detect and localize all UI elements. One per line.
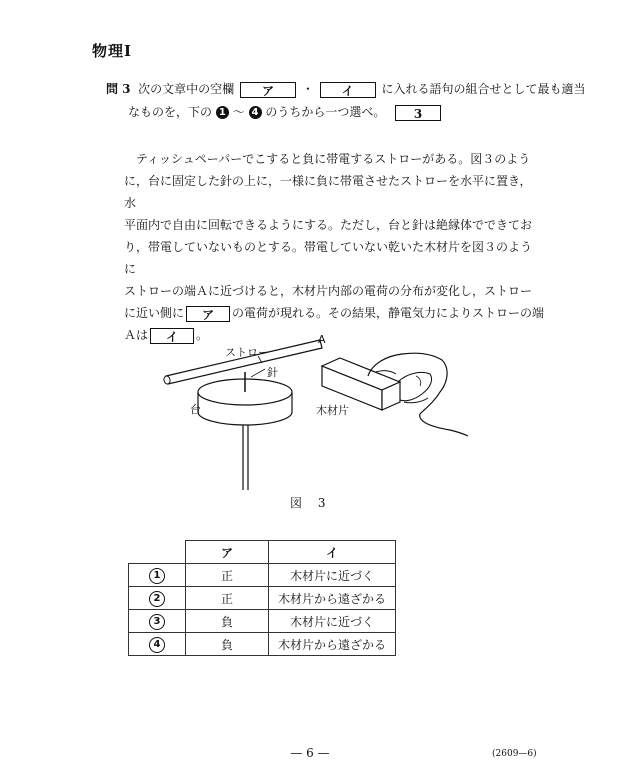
option-i-value: 木材片から遠ざかる [269,633,396,656]
passage-line-6 [100,302,545,324]
page-code: (2609—6) [492,749,537,759]
range-start-number: 1 [216,106,229,119]
passage-line-6a: に近い側に [124,306,185,320]
label-needle: 針 [267,366,278,379]
option-number: 4 [149,637,165,653]
label-base: 台 [190,403,201,416]
table-header-row [129,541,396,564]
header-i: イ [269,541,396,564]
option-i-value: 木材片に近づく [269,564,396,587]
label-wood: 木材片 [316,404,349,417]
option-number: 1 [149,568,165,584]
needle-leader [251,369,265,377]
passage-line-5: ストローの端Ａに近づけると，木材片内部の電荷の分布が変化し，ストロー [124,284,533,298]
blank-i-box [320,82,376,98]
passage-line-6b: の電荷が現れる。その結果，静電気力によりストローの端 [232,306,545,320]
option-number: 2 [149,591,165,607]
question-label: 問 3 [106,82,131,96]
question-text-3: なものを，下の [128,105,213,119]
option-a-value: 正 [186,587,269,610]
passage-line-4: り，帯電していないものとする。帯電していない乾いた木材片を図３のように [124,240,533,276]
table-row [129,633,396,656]
question-text-2: に入れる語句の組合せとして最も適当 [381,82,586,96]
blank-a-box [240,82,296,98]
option-a-value: 負 [186,633,269,656]
range-end-number: 4 [249,106,262,119]
passage-blank-i: イ [166,329,179,344]
question-text-4: のうちから一つ選べ。 [265,105,386,119]
page-number: — 6 — [290,746,330,760]
option-number: 3 [149,614,165,630]
passage [100,148,545,346]
blank-i-label: イ [341,83,354,98]
header-blank [129,541,186,564]
passage-blank-a-box [186,306,230,322]
section-title: 物理Ⅰ [92,42,133,60]
question-line-2 [128,101,443,123]
passage-blank-a: ア [202,307,215,322]
table-row [129,610,396,633]
passage-line-3: 平面内で自由に回転できるようにする。ただし，台と針は絶縁体でできてお [124,218,533,232]
header-a: ア [186,541,269,564]
hand-finger-2 [398,372,432,400]
option-i-value: 木材片から遠ざかる [269,587,396,610]
table-row [129,564,396,587]
answer-number-box [395,105,441,121]
label-a: A [318,333,326,346]
answer-number: 3 [413,106,423,121]
label-straw: ストロー [225,346,269,359]
passage-line-7b: 。 [196,328,209,342]
range-tilde: ～ [232,105,245,119]
blank-a-label: ア [262,83,275,98]
hand-knuckle [416,376,421,386]
options-table [128,540,396,656]
passage-line-1: ティッシュペーパーでこすると負に帯電するストローがある。図３のよう [136,152,531,166]
passage-line-2: に，台に固定した針の上に，一様に負に帯電させたストローを水平に置き，水 [124,174,532,210]
option-i-value: 木材片に近づく [269,610,396,633]
option-a-value: 負 [186,610,269,633]
option-a-value: 正 [186,564,269,587]
figure-caption: 図 3 [290,496,332,510]
question-text-1: 次の文章中の空欄 [138,82,235,96]
passage-line-7a: Ａは [124,328,149,342]
question-separator: ・ [301,82,314,96]
question-line-1 [106,78,586,100]
table-row [129,587,396,610]
